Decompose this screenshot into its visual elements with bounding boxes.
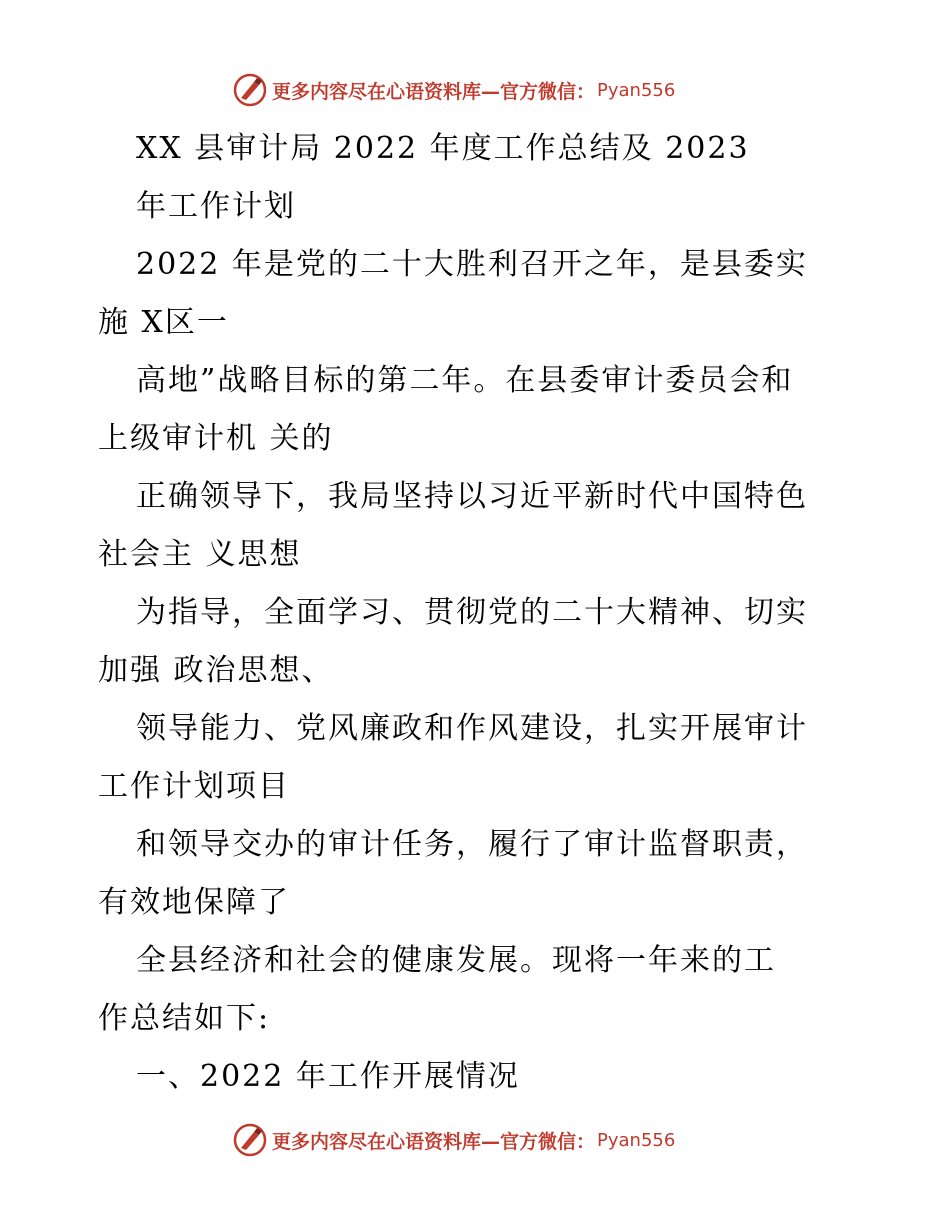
document-line: 加强 政治思想、 bbox=[98, 653, 334, 688]
document-line: 上级审计机 关的 bbox=[98, 421, 334, 456]
watermark-text: 更多内容尽在心语资料库—官方微信： bbox=[272, 1130, 596, 1153]
document-line: 有效地保障了 bbox=[98, 885, 290, 920]
document-line: 和领导交办的审计任务，履行了审计监督职责， bbox=[136, 827, 808, 862]
document-line: 全县经济和社会的健康发展。现将一年来的工 bbox=[136, 943, 776, 978]
watermark-text: 更多内容尽在心语资料库—官方微信： bbox=[272, 80, 596, 103]
brand-logo-icon bbox=[232, 72, 268, 108]
document-line: 正确领导下，我局坚持以习近平新时代中国特色 bbox=[136, 479, 808, 514]
document-line: 年工作计划 bbox=[136, 189, 296, 224]
document-line: 工作计划项目 bbox=[98, 769, 290, 804]
brand-logo-icon bbox=[232, 1122, 268, 1158]
document-line: 作总结如下: bbox=[98, 1001, 271, 1036]
footer-watermark bbox=[232, 1120, 675, 1160]
document-line: XX 县审计局 2022 年度工作总结及 2023 bbox=[136, 131, 750, 166]
header-watermark bbox=[232, 70, 675, 110]
document-line: 领导能力、党风廉政和作风建设，扎实开展审计 bbox=[136, 711, 808, 746]
watermark-contact: Pyan556 bbox=[597, 79, 676, 101]
document-line: 施 X区一 bbox=[98, 305, 229, 340]
document-line: 一、2022 年工作开展情况 bbox=[136, 1059, 520, 1094]
document-line: 2022 年是党的二十大胜利召开之年，是县委实 bbox=[136, 247, 808, 282]
document-line: 高地”战略目标的第二年。在县委审计委员会和 bbox=[136, 363, 794, 398]
document-line: 为指导，全面学习、贯彻党的二十大精神、切实 bbox=[136, 595, 808, 630]
watermark-contact: Pyan556 bbox=[597, 1129, 676, 1151]
document-body bbox=[98, 120, 868, 1106]
document-line: 社会主 义思想 bbox=[98, 537, 302, 572]
